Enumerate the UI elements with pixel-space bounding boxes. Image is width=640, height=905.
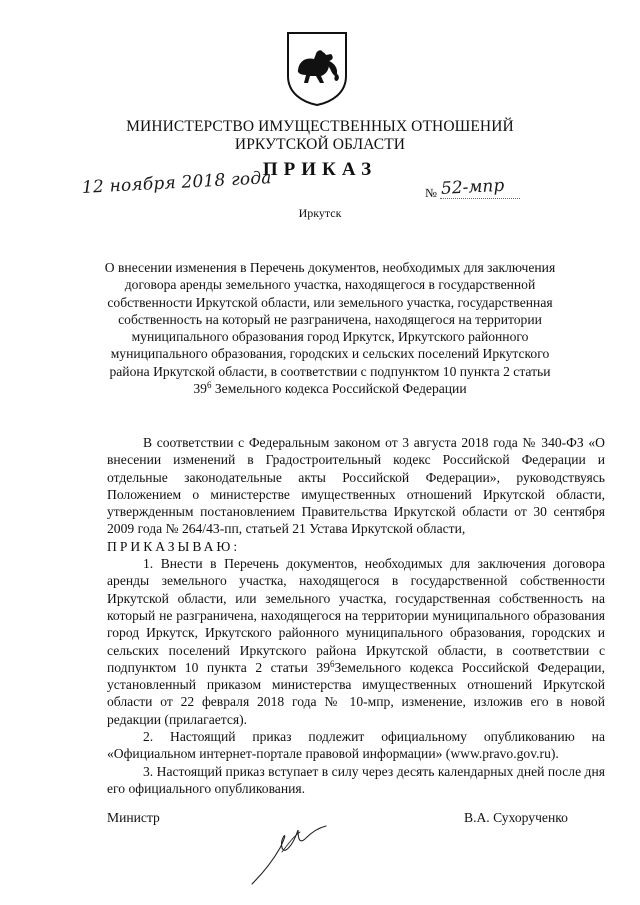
ministry-name-line2: ИРКУТСКОЙ ОБЛАСТИ (234, 136, 406, 153)
ministry-name-line1: МИНИСТЕРСТВО ИМУЩЕСТВЕННЫХ ОТНОШЕНИЙ (126, 118, 514, 135)
handwritten-order-number: 52-мпр (440, 175, 505, 199)
preamble-paragraph: В соответствии с Федеральным законом от 3 августа 2018 года № 340-ФЗ «О внесении изменений в Градостроительный кодекс Российской Федерации и отдельные законодательные акты Российской Федерации», руководствуясь Положением о министерстве имущественных отношений Иркутской области, утвержденным постановлением Правительства Иркутской области от 30 сентября 2009 года № 264/43-пп, статьей 21 Устава Иркутской области, (107, 435, 605, 537)
order-item-3: 3. Настоящий приказ вступает в силу через десять календарных дней после дня его официального опубликования. (107, 763, 605, 796)
city-name: Иркутск (298, 206, 342, 220)
number-underline (440, 198, 520, 199)
item1-text-part2: Земельного кодекса Российской Федерации, установленный приказом министерства имущественных отношений Иркутской области от 22 февраля 2018 года № 10-мпр, изменение, изложив его в новой редакции (прилагается). (107, 659, 605, 727)
coat-of-arms-icon (285, 30, 349, 106)
subject-superscript: 6 (206, 380, 212, 391)
subject-tail: Земельного кодекса Российской Федерации (214, 381, 467, 397)
order-subject (100, 259, 560, 397)
order-item-1 (107, 555, 605, 728)
order-word: ПРИКАЗЫВАЮ: (107, 538, 241, 554)
document-type-title: ПРИКАЗ (262, 159, 378, 180)
order-item-2: 2. Настоящий приказ подлежит официальному опубликованию на «Официальном интернет-портале правовой информации» (www.pravo.gov.ru). (107, 729, 605, 762)
signatory-position: Министр (107, 810, 160, 825)
handwritten-date: 12 ноября 2018 года (81, 168, 273, 198)
item1-superscript: 6 (330, 658, 335, 669)
order-body (107, 434, 605, 797)
handwritten-signature (248, 818, 358, 888)
number-sign: № (425, 186, 437, 200)
item1-text-part1: 1. Внести в Перечень документов, необходимых для заключения договора аренды земельного участка, находящегося в государственной собственности Иркутской области, или земельного участка, государственная собственность на который не разграничена, находящегося на территории муниципального образования город Иркутск, Иркутского районного муниципального образования, городских и сельских поселений Иркутского района Иркутской области, в соответствии с подпунктом 10 пункта 2 статьи 39 (107, 556, 605, 675)
signatory-name: В.А. Сухорученко (464, 810, 568, 825)
subject-text: О внесении изменения в Перечень документов, необходимых для заключения договора аренды земельного участка, находящегося в государственной собственности Иркутской области, или земельного участка, государственная собственность на который не разграничена, находящегося на территории муниципального образования город Иркутск, Иркутского районного муниципального образования, городских и сельских поселений Иркутского района Иркутской области, в соответствии с подпунктом 10 пункта 2 статьи 39 (104, 260, 556, 397)
